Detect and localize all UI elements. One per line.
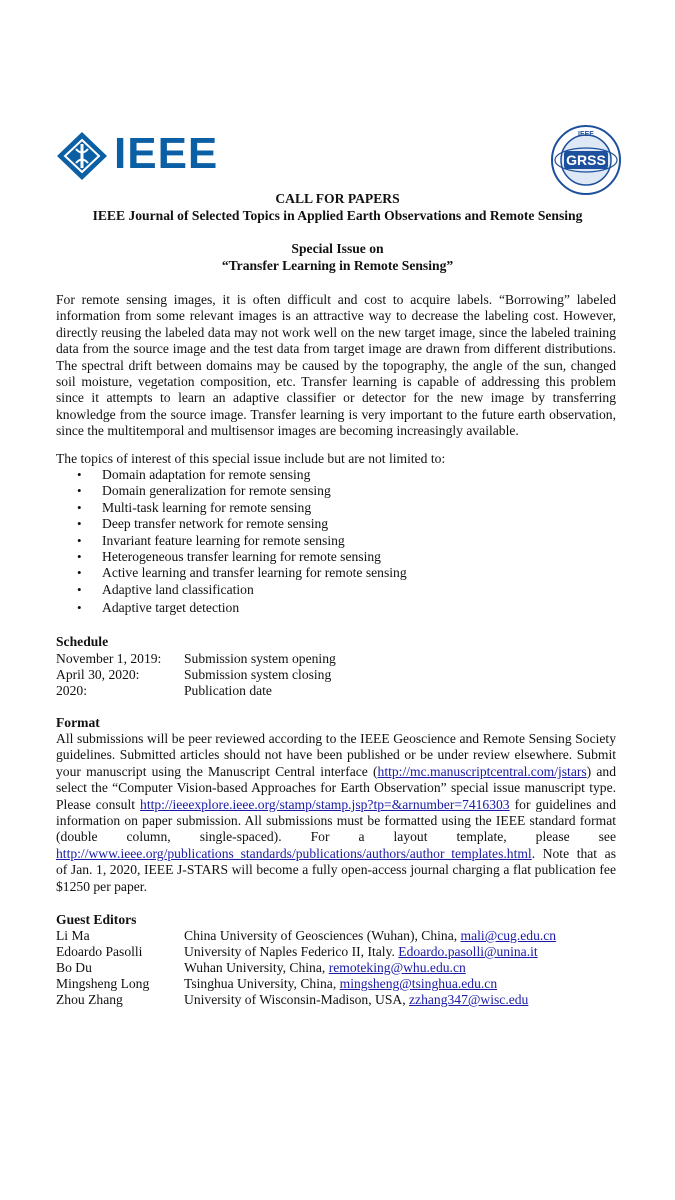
journal-title: IEEE Journal of Selected Topics in Applied Earth Observations and Remote Sensing: [92, 208, 583, 223]
topic-item: • Adaptive land classification: [56, 582, 407, 598]
editor-email-link[interactable]: mali@cug.edu.cn: [460, 928, 557, 943]
topic-item: • Domain adaptation for remote sensing: [56, 467, 407, 483]
editor-affiliation: University of Naples Federico II, Italy.: [184, 944, 399, 959]
schedule-event: Submission system opening: [184, 651, 336, 666]
intro-paragraph: For remote sensing images, it is often difficult and cost to acquire labels. “Borrowing” labeled information from some relevant images is an attractive way to decrease the labeling cost. However, directly reusing the labeled data may not work well on the new target image, since the labeled training data from the source image and the test data from target image are drawn from different distributions. The spectral drift between domains may be caused by the topography, the angle of the sun, changed soil moisture, vegetation composition, etc. Transfer learning is capable of addressing this problem since it attempts to learn an adaptive classifier or detector for the new image by transferring knowledge from the source image. Transfer learning is very important to the future earth observation, since the multitemporal and multisensor images are becoming increasingly available.: [56, 292, 616, 439]
editor-email-link[interactable]: zzhang347@wisc.edu: [409, 992, 529, 1007]
format-text-3: for guidelines and information on paper submission. All submissions must be formatted using the IEEE standard format (double column, single-spaced). For a layout template, please see: [56, 796, 616, 845]
grss-logo: [550, 124, 622, 196]
editor-affiliation: Wuhan University, China,: [184, 960, 329, 975]
topic-item: • Invariant feature learning for remote sensing: [56, 533, 407, 549]
author-templates-link[interactable]: http://www.ieee.org/publications_standards/publications/authors/author_templates.html: [56, 845, 532, 861]
manuscript-central-link[interactable]: http://mc.manuscriptcentral.com/jstars: [377, 763, 587, 779]
editor-email-link[interactable]: Edoardo.pasolli@unina.it: [398, 944, 538, 959]
schedule-heading: Schedule: [56, 634, 109, 649]
topics-list: [56, 467, 407, 618]
format-heading: Format: [56, 715, 100, 730]
editor-name: Li Ma: [56, 928, 90, 943]
editor-name: Edoardo Pasolli: [56, 944, 143, 959]
format-text-4: . Note that as of Jan. 1, 2020, IEEE J-STARS will become a fully open-access journal charging a flat publication fee $1250 per paper.: [56, 845, 616, 894]
editor-email-link[interactable]: remoteking@whu.edu.cn: [328, 960, 466, 975]
format-text-2: ) and select the “Computer Vision-based Approaches for Earth Observation” special issue manuscript type. Please consult: [56, 763, 616, 812]
ieee-wordmark: IEEE: [114, 129, 219, 178]
editor-email-link[interactable]: mingsheng@tsinghua.edu.cn: [339, 976, 498, 991]
grss-seal-icon: [550, 124, 622, 196]
editor-name: Zhou Zhang: [56, 992, 123, 1007]
schedule-date: April 30, 2020:: [56, 667, 140, 682]
schedule-date: November 1, 2019:: [56, 651, 162, 666]
grss-text: GRSS: [566, 152, 606, 168]
editor-name: Bo Du: [56, 960, 92, 975]
guidelines-link[interactable]: http://ieeexplore.ieee.org/stamp/stamp.jsp?tp=&arnumber=7416303: [140, 796, 510, 812]
topic-item: • Multi-task learning for remote sensing: [56, 500, 407, 516]
ieee-logo: [56, 129, 219, 178]
schedule-date: 2020:: [56, 683, 87, 698]
editor-affiliation: Tsinghua University, China,: [184, 976, 340, 991]
topic-item: • Active learning and transfer learning for remote sensing: [56, 565, 407, 581]
topic-item: • Adaptive target detection: [56, 600, 407, 618]
special-issue-title: “Transfer Learning in Remote Sensing”: [221, 258, 454, 273]
call-for-papers-heading: CALL FOR PAPERS: [275, 191, 400, 206]
ieee-diamond-icon: [56, 131, 108, 181]
topic-item: • Deep transfer network for remote sensing: [56, 516, 407, 532]
editor-affiliation: China University of Geosciences (Wuhan), China,: [184, 928, 461, 943]
format-text-1: All submissions will be peer reviewed according to the IEEE Geoscience and Remote Sensing Society guidelines. Submitted articles should not have been published or be under review elsewhere. Submit your manuscript using the Manuscript Central interface (: [56, 731, 616, 779]
topics-intro: The topics of interest of this special issue include but are not limited to:: [56, 451, 446, 466]
schedule-event: Submission system closing: [184, 667, 332, 682]
schedule-event: Publication date: [184, 683, 272, 698]
topic-item: • Domain generalization for remote sensing: [56, 483, 407, 499]
editor-affiliation: University of Wisconsin-Madison, USA,: [184, 992, 410, 1007]
topic-item: • Heterogeneous transfer learning for remote sensing: [56, 549, 407, 565]
format-paragraph: [56, 731, 616, 895]
special-issue-label: Special Issue on: [291, 241, 384, 256]
editor-name: Mingsheng Long: [56, 976, 150, 991]
guest-editors-heading: Guest Editors: [56, 912, 137, 927]
grss-ring-text: IEEE: [578, 131, 594, 138]
